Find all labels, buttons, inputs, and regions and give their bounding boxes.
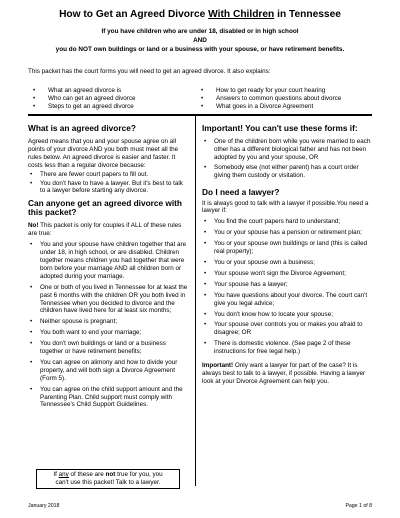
intro-text: This packet has the court forms you will need to get an agreed divorce. It also explains:: [28, 68, 271, 75]
heading-important: Important! You can't use these forms if:: [202, 123, 358, 133]
list-reasons: [28, 171, 188, 196]
footer-page: Page 1 of 8: [345, 503, 372, 509]
list-item: • There are fewer court papers to fill out.: [28, 171, 188, 179]
list-cannot-use: [202, 138, 374, 180]
box-text-line2: can't use this packet! Talk to a lawyer.: [55, 478, 161, 486]
list-item: • There is domestic violence. (See page 2 of these instructions for free legal help.): [202, 340, 374, 356]
heading-agreed-divorce: What is an agreed divorce?: [28, 123, 136, 133]
right-column: [202, 124, 374, 386]
list-item: • One of the children born while you were married to each other has a different biological father and has not been adopted by you and your spouse, OR: [202, 138, 374, 162]
heading-need-lawyer: Do I need a lawyer?: [202, 186, 280, 197]
intro-list-right: [196, 87, 341, 111]
list-item: • You both want to end your marriage;: [28, 329, 188, 337]
box-text-c: true for you, you: [115, 471, 163, 478]
list-item: • You have questions about your divorce. The court can't give you legal advice;: [202, 292, 374, 308]
heading-can-anyone: Can anyone get an agreed divorce with this packet?: [28, 198, 182, 218]
box-not: not: [105, 471, 116, 478]
list-item: • You don't own buildings or land or a business together or have retirement benefits;: [28, 340, 188, 356]
list-item: • You don't have to have a lawyer. But it's best to talk to a lawyer before starting any divorce.: [28, 180, 188, 196]
title-text-1: How to Get an Agreed Divorce: [59, 9, 209, 20]
list-item: • You can agree on the child support amount and the Parenting Plan. Child support must comply with Tennessee's Child Support Guidelines.: [28, 386, 188, 410]
title-text-underlined: With Children: [208, 9, 275, 20]
list-item: • You or your spouse own a business;: [202, 259, 374, 267]
box-text-b: of these are: [68, 471, 106, 478]
list-item: • You don't know how to locate your spouse;: [202, 311, 374, 319]
list-item: • You or your spouse has a pension or retirement plan;: [202, 229, 374, 237]
left-column: [28, 124, 188, 409]
important-bold: Important!: [202, 362, 234, 370]
title-text-2: in Tennessee: [274, 9, 341, 20]
no-text: This packet is only for couples if ALL of these rules are true:: [28, 222, 182, 238]
list-item: • How to get ready for your court hearing: [196, 87, 341, 95]
list-item: • Your spouse has a lawyer;: [202, 281, 374, 289]
section-divider: [28, 114, 372, 116]
list-item: • Your spouse won't sign the Divorce Agreement;: [202, 270, 374, 278]
list-item: • You or your spouse own buildings or land (this is called real property);: [202, 240, 374, 256]
box-text-a: If: [53, 471, 59, 478]
box-any: any: [58, 471, 69, 478]
list-item: • You can agree on alimony and how to divide your property, and will both sign a Divorce Agreement (Form 5).: [28, 359, 188, 383]
list-item: • Neither spouse is pregnant;: [28, 318, 188, 326]
list-item: • Answers to common questions about divorce: [196, 95, 341, 103]
list-item: • You and your spouse have children together that are under 18, in high school, or are disabled. Children together means children you had together that were born before your marriage AND all children born or adopted during your marriage.: [28, 241, 188, 281]
no-bold: No!: [28, 222, 39, 230]
list-item: • Your spouse over controls you or makes you afraid to disagree; OR: [202, 321, 374, 337]
subtitle-line-2: AND: [193, 37, 207, 44]
important-text: Only want a lawyer for part of the case? It is always best to talk to a lawyer, if possible. Having a lawyer look at your Divorce Agreement can help you.: [202, 362, 366, 385]
intro-list-left: [28, 87, 136, 111]
paragraph-important: [202, 362, 374, 386]
paragraph-lawyer: It is always good to talk with a lawyer if possible.You need a lawyer if:: [202, 199, 369, 215]
list-item: • You find the court papers hard to understand;: [202, 218, 374, 226]
paragraph-no: [28, 222, 188, 238]
subtitle-line-1: If you have children who are under 18, disabled or in high school: [101, 28, 299, 35]
list-item: • Who can get an agreed divorce: [28, 95, 136, 103]
list-item: • What goes in a Divorce Agreement: [196, 103, 341, 111]
list-item: • Somebody else (not either parent) has a court order giving them custody or visitation.: [202, 164, 374, 180]
subtitle-line-3: you do NOT own buildings or land or a business with your spouse, or have retirement benefits.: [55, 46, 345, 53]
list-item: • One or both of you lived in Tennessee for at least the past 6 months with the children OR you both lived in Tennessee when you decided to divorce and the children have lived here for at least six months;: [28, 284, 188, 316]
paragraph-agreed: Agreed means that you and your spouse agree on all points of your divorce AND you both must meet all the rules below. An agreed divorce is easier and faster. It costs less than a regular divorce because:: [28, 138, 179, 169]
list-need-lawyer: [202, 218, 374, 356]
list-rules: [28, 241, 188, 409]
list-item: • What an agreed divorce is: [28, 87, 136, 95]
list-item: • Steps to get an agreed divorce: [28, 103, 136, 111]
footer-date: January 2018: [28, 503, 60, 509]
warning-box: [36, 469, 180, 489]
column-divider: [195, 116, 196, 486]
page-title: [0, 9, 400, 20]
